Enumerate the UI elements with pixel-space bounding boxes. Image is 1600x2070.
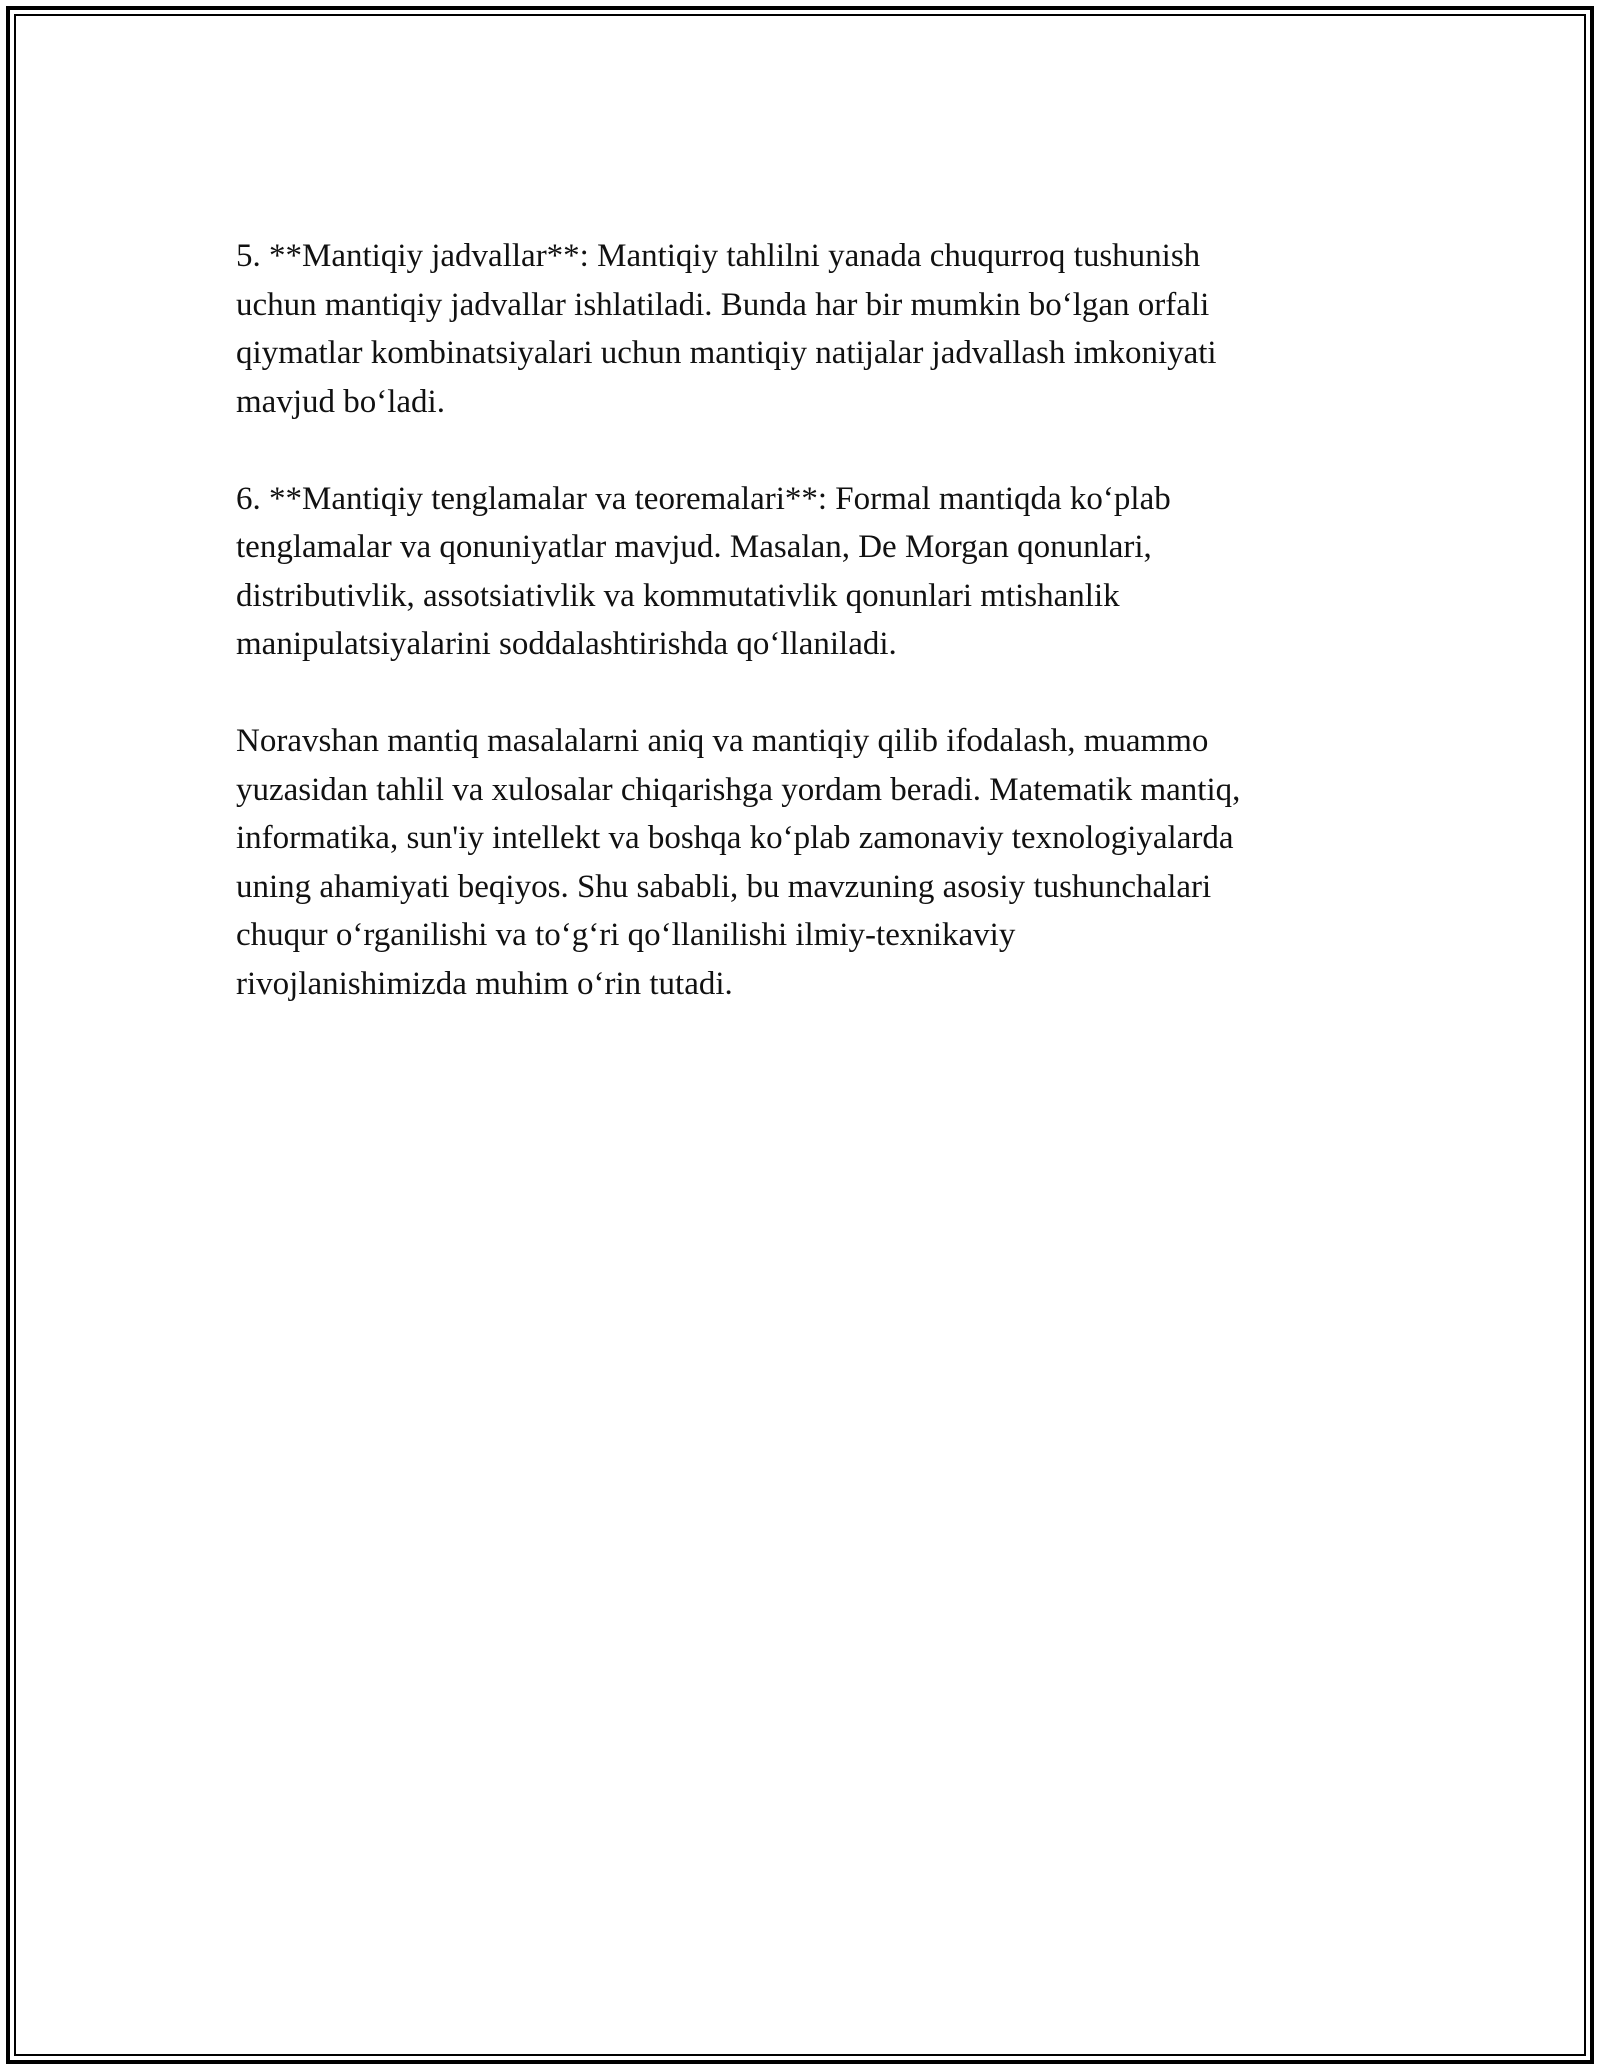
text-line: uchun mantiqiy jadvallar ishlatiladi. Bunda har bir mumkin bo‘lgan orfali <box>236 286 1210 323</box>
text-line: qiymatlar kombinatsiyalari uchun mantiqiy natijalar jadvallash imkoniyati <box>236 335 1217 371</box>
text-line: chuqur o‘rganilishi va to‘g‘ri qo‘llanilishi ilmiy-texnikaviy <box>236 917 1016 953</box>
text-line: mavjud bo‘ladi. <box>236 383 445 420</box>
document-body <box>236 232 1366 1008</box>
paragraph-mantiqiy-tenglamalar <box>236 475 1366 669</box>
text-line: distributivlik, assotsiativlik va kommutativlik qonunlari mtishanlik <box>236 577 1120 614</box>
text-line: yuzasidan tahlil va xulosalar chiqarishga yordam beradi. Matematik mantiq, <box>236 771 1241 808</box>
text-line: tenglamalar va qonuniyatlar mavjud. Masalan, De Morgan qonunlari, <box>236 529 1152 565</box>
text-line: informatika, sun'iy intellekt va boshqa ko‘plab zamonaviy texnologiyalarda <box>236 820 1234 856</box>
text-line: 5. **Mantiqiy jadvallar**: Mantiqiy tahlilni yanada chuqurroq tushunish <box>236 238 1201 274</box>
text-line: Noravshan mantiq masalalarni aniq va mantiqiy qilib ifodalash, muammo <box>236 723 1209 759</box>
paragraph-conclusion <box>236 717 1366 1008</box>
text-line: 6. **Mantiqiy tenglamalar va teoremalari**: Formal mantiqda ko‘plab <box>236 480 1171 517</box>
text-line: manipulatsiyalarini soddalashtirishda qo‘llaniladi. <box>236 626 897 662</box>
text-line: rivojlanishimizda muhim o‘rin tutadi. <box>236 965 733 1002</box>
text-line: uning ahamiyati beqiyos. Shu sababli, bu mavzuning asosiy tushunchalari <box>236 868 1212 905</box>
paragraph-mantiqiy-jadvallar <box>236 232 1366 426</box>
